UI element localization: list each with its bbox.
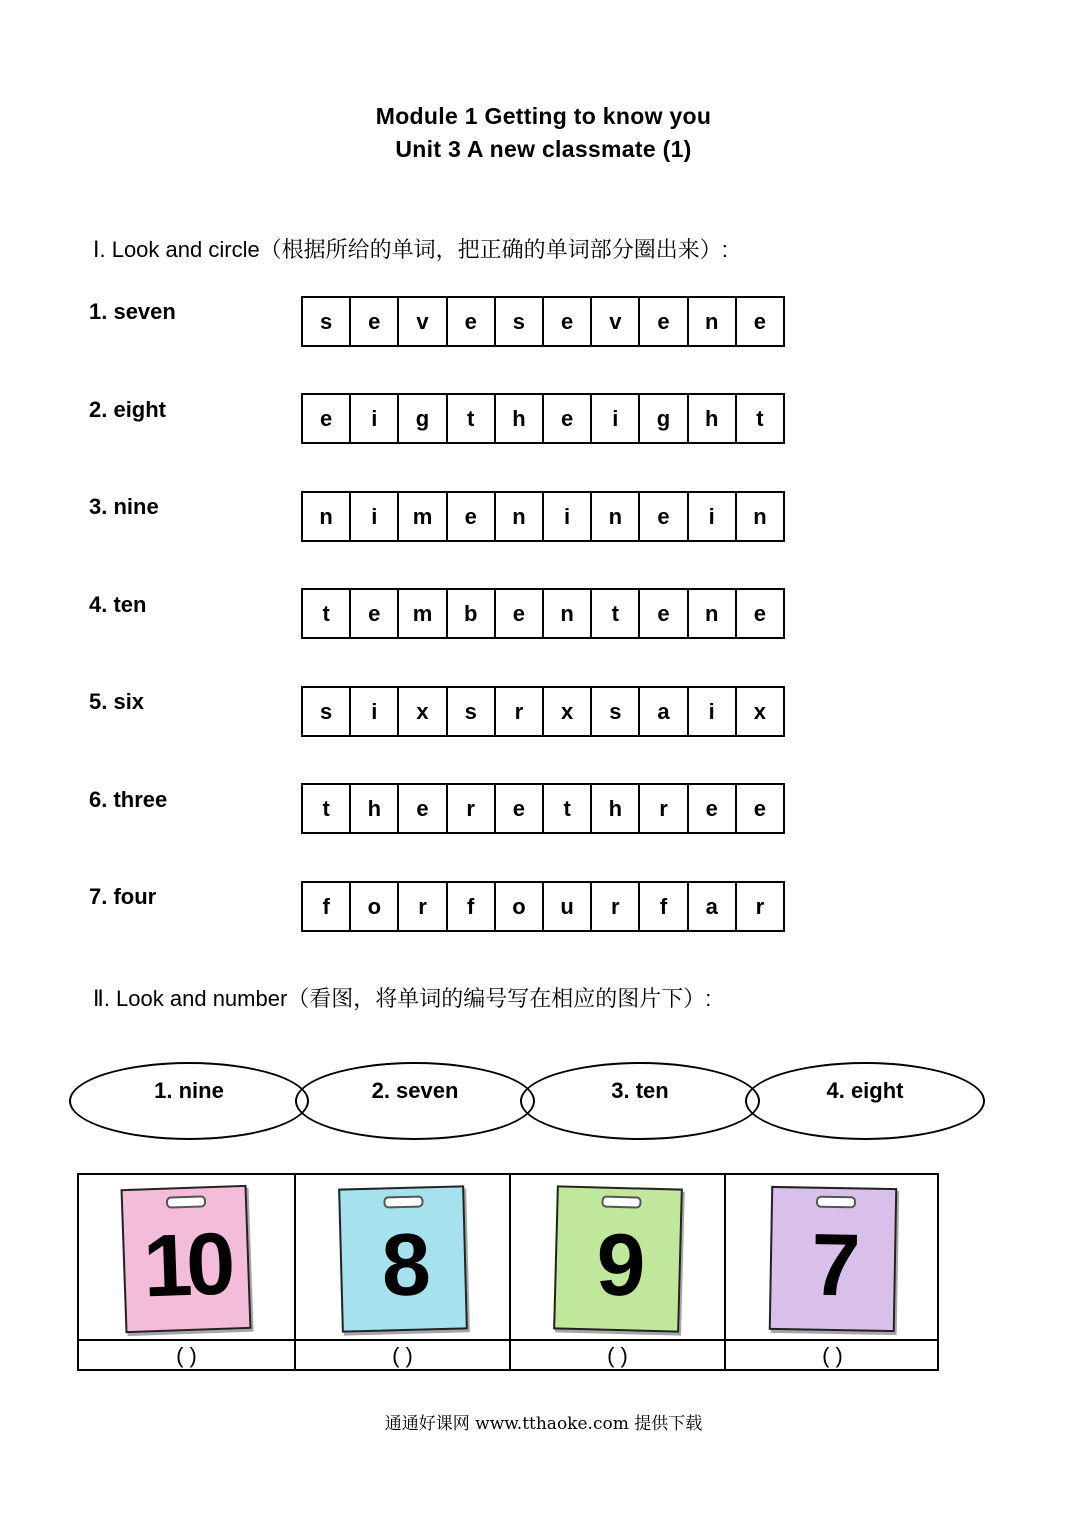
letter-cell[interactable]: e bbox=[640, 590, 688, 637]
letter-cell[interactable]: v bbox=[592, 298, 640, 345]
letter-cell[interactable]: e bbox=[303, 395, 351, 442]
picture-table bbox=[77, 1173, 939, 1371]
card-number: 7 bbox=[810, 1214, 856, 1315]
card-hole-icon bbox=[816, 1196, 856, 1209]
letter-cell[interactable]: e bbox=[544, 395, 592, 442]
letter-cell[interactable]: i bbox=[689, 493, 737, 540]
section2-heading: Ⅱ. Look and number（看图，将单词的编号写在相应的图片下）: bbox=[93, 986, 712, 1011]
answer-blank[interactable]: ( ) bbox=[607, 1343, 628, 1368]
page-subtitle: Unit 3 A new classmate (1) bbox=[395, 136, 692, 162]
letter-cell[interactable]: s bbox=[303, 688, 351, 735]
item-label: 2. eight bbox=[89, 397, 167, 422]
letter-cell[interactable]: i bbox=[689, 688, 737, 735]
item-label: 3. nine bbox=[89, 494, 159, 519]
letter-cell[interactable]: n bbox=[496, 493, 544, 540]
letter-cell[interactable]: e bbox=[351, 298, 399, 345]
letter-cell[interactable]: t bbox=[303, 785, 351, 832]
letter-cell[interactable]: m bbox=[399, 493, 447, 540]
letter-cell[interactable]: e bbox=[496, 590, 544, 637]
number-card bbox=[553, 1185, 683, 1332]
letter-cell[interactable]: e bbox=[753, 795, 767, 821]
number-card bbox=[769, 1186, 897, 1332]
letter-cell[interactable]: i bbox=[351, 688, 399, 735]
letter-cell[interactable]: a bbox=[640, 688, 688, 735]
letter-cell[interactable]: n bbox=[689, 590, 737, 637]
letter-grid bbox=[301, 686, 785, 737]
letter-cell[interactable]: e bbox=[399, 785, 447, 832]
letter-cell[interactable]: n bbox=[544, 590, 592, 637]
card-number: 10 bbox=[141, 1213, 231, 1316]
letter-cell[interactable]: r bbox=[640, 785, 688, 832]
page-title: Module 1 Getting to know you bbox=[375, 103, 712, 129]
letter-cell[interactable]: r bbox=[448, 785, 496, 832]
letter-cell[interactable]: t bbox=[448, 395, 496, 442]
word-oval bbox=[295, 1062, 535, 1140]
row-divider bbox=[296, 1339, 509, 1341]
letter-cell[interactable]: f bbox=[448, 883, 496, 930]
item-label: 5. six bbox=[89, 689, 145, 714]
letter-cell[interactable]: t bbox=[544, 785, 592, 832]
letter-cell[interactable]: h bbox=[351, 785, 399, 832]
answer-blank[interactable]: ( ) bbox=[822, 1343, 843, 1368]
letter-cell[interactable]: t bbox=[592, 590, 640, 637]
letter-cell[interactable]: x bbox=[753, 698, 767, 724]
letter-grid bbox=[301, 296, 785, 347]
letter-cell[interactable]: e bbox=[351, 590, 399, 637]
letter-cell[interactable]: t bbox=[303, 590, 351, 637]
word-oval-label: 2. seven bbox=[371, 1078, 459, 1103]
word-oval-label: 4. eight bbox=[826, 1078, 904, 1103]
card-hole-icon bbox=[166, 1195, 206, 1208]
letter-cell[interactable]: u bbox=[544, 883, 592, 930]
letter-cell[interactable]: e bbox=[640, 298, 688, 345]
picture-cell bbox=[294, 1175, 509, 1369]
letter-cell[interactable]: r bbox=[496, 688, 544, 735]
picture-cell bbox=[509, 1175, 724, 1369]
letter-cell[interactable]: i bbox=[544, 493, 592, 540]
letter-cell[interactable]: s bbox=[303, 298, 351, 345]
letter-cell[interactable]: h bbox=[592, 785, 640, 832]
letter-cell[interactable]: n bbox=[303, 493, 351, 540]
footer-text: 通通好课网 www.tthaoke.com 提供下载 bbox=[384, 1414, 703, 1434]
letter-cell[interactable]: r bbox=[755, 893, 765, 919]
letter-cell[interactable]: e bbox=[753, 308, 767, 334]
letter-cell[interactable]: t bbox=[756, 405, 764, 431]
letter-grid bbox=[301, 783, 785, 834]
letter-cell[interactable]: h bbox=[689, 395, 737, 442]
row-divider bbox=[511, 1339, 724, 1341]
letter-cell[interactable]: a bbox=[689, 883, 737, 930]
row-divider bbox=[79, 1339, 294, 1341]
letter-cell[interactable]: x bbox=[399, 688, 447, 735]
answer-blank[interactable]: ( ) bbox=[392, 1343, 413, 1368]
letter-cell[interactable]: g bbox=[399, 395, 447, 442]
item-label: 1. seven bbox=[89, 299, 176, 324]
section1-heading: Ⅰ. Look and circle（根据所给的单词，把正确的单词部分圈出来）: bbox=[93, 237, 728, 262]
letter-cell[interactable]: x bbox=[544, 688, 592, 735]
card-number: 8 bbox=[380, 1214, 426, 1315]
word-oval-label: 3. ten bbox=[611, 1078, 669, 1103]
letter-cell[interactable]: v bbox=[399, 298, 447, 345]
letter-cell[interactable]: i bbox=[351, 493, 399, 540]
letter-cell[interactable]: s bbox=[592, 688, 640, 735]
letter-cell[interactable]: e bbox=[689, 785, 737, 832]
word-oval bbox=[520, 1062, 760, 1140]
letter-grid bbox=[301, 881, 785, 932]
letter-grid bbox=[301, 491, 785, 542]
letter-cell[interactable]: r bbox=[592, 883, 640, 930]
word-oval bbox=[69, 1062, 309, 1140]
number-card bbox=[121, 1185, 252, 1333]
letter-grid bbox=[301, 588, 785, 639]
word-oval bbox=[745, 1062, 985, 1140]
picture-cell bbox=[79, 1175, 294, 1369]
letter-cell[interactable]: e bbox=[640, 493, 688, 540]
letter-cell[interactable]: e bbox=[448, 493, 496, 540]
letter-cell[interactable]: s bbox=[448, 688, 496, 735]
letter-cell[interactable]: n bbox=[592, 493, 640, 540]
letter-cell[interactable]: i bbox=[592, 395, 640, 442]
letter-cell[interactable]: e bbox=[448, 298, 496, 345]
letter-cell[interactable]: b bbox=[448, 590, 496, 637]
letter-cell[interactable]: e bbox=[544, 298, 592, 345]
letter-cell[interactable]: o bbox=[496, 883, 544, 930]
letter-cell[interactable]: n bbox=[689, 298, 737, 345]
letter-cell[interactable]: e bbox=[496, 785, 544, 832]
answer-blank[interactable]: ( ) bbox=[176, 1343, 197, 1368]
letter-cell[interactable]: i bbox=[351, 395, 399, 442]
item-label: 6. three bbox=[89, 787, 168, 812]
card-hole-icon bbox=[601, 1196, 641, 1209]
letter-cell[interactable]: o bbox=[351, 883, 399, 930]
letter-grid bbox=[301, 393, 785, 444]
card-hole-icon bbox=[383, 1195, 423, 1208]
word-oval-label: 1. nine bbox=[154, 1078, 224, 1103]
letter-cell[interactable]: s bbox=[496, 298, 544, 345]
letter-cell[interactable]: h bbox=[496, 395, 544, 442]
item-label: 4. ten bbox=[89, 592, 147, 617]
picture-cell bbox=[724, 1175, 939, 1369]
letter-cell[interactable]: n bbox=[753, 503, 767, 529]
letter-cell[interactable]: f bbox=[303, 883, 351, 930]
letter-cell[interactable]: r bbox=[399, 883, 447, 930]
letter-cell[interactable]: m bbox=[399, 590, 447, 637]
letter-cell[interactable]: g bbox=[640, 395, 688, 442]
number-card bbox=[338, 1185, 468, 1332]
letter-cell[interactable]: e bbox=[753, 600, 767, 626]
card-number: 9 bbox=[595, 1214, 641, 1315]
item-label: 7. four bbox=[89, 884, 157, 909]
letter-cell[interactable]: f bbox=[640, 883, 688, 930]
row-divider bbox=[726, 1339, 939, 1341]
